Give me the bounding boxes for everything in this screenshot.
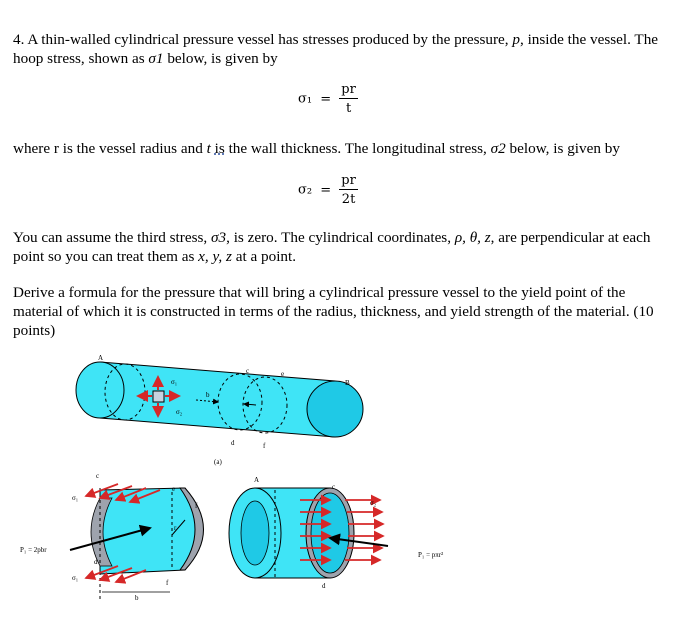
label-p-left: P₁ = 2pbr (20, 546, 47, 554)
label-f3: f (166, 579, 169, 587)
label-sigma-right: σ₂ (370, 499, 377, 507)
cylinder-end-section (229, 488, 388, 578)
label-f2-top: f (195, 502, 198, 510)
problem-paragraph-2: where r is the vessel radius and t is the wall thickness. The longitudinal stress, σ2 below, is given by (13, 140, 620, 157)
problem-paragraph-1: 4. A thin-walled cylindrical pressure vessel has stresses produced by the pressure, p, inside the vessel. The hoop stress, shown as σ1 below, is given by (13, 31, 659, 67)
stress-element (153, 391, 164, 402)
label-c3: c (332, 483, 336, 491)
label-c2: c (96, 472, 100, 480)
label-A: A (98, 354, 104, 362)
hoop-stress-equation: σ₁ = $\frac{pr}{t}$ (298, 82, 356, 116)
label-b: b (206, 391, 210, 399)
label-p-right: P₁ = pπr² (418, 551, 444, 559)
label-sigma-left-bottom: σ₁ (72, 574, 79, 582)
problem-paragraph-3: You can assume the third stress, σ3, is zero. The cylindrical coordinates, ρ, θ, z, are perpendicular at each point so you can treat them as x, y, z at a point. (13, 229, 651, 265)
label-sigma1: σ₁ (171, 378, 178, 386)
label-d: d (231, 439, 235, 447)
label-B: B (345, 379, 350, 387)
caption-a: (a) (214, 458, 222, 466)
label-r: r (174, 524, 177, 532)
pressure-vessel-figure (0, 345, 682, 641)
problem-paragraph-4: Derive a formula for the pressure that will bring a cylindrical pressure vessel to the yield point of the material of which it is constructed in terms of the radius, thickness, and yield strength of the material. (10 points) (13, 284, 654, 339)
label-b2: b (135, 594, 139, 602)
label-sigma2: σ₂ (176, 408, 183, 416)
label-d3: d (322, 582, 326, 590)
label-sigma-left-top: σ₁ (72, 494, 79, 502)
label-e: e (281, 370, 285, 378)
half-cylinder-section (70, 484, 204, 600)
label-c: c (246, 367, 250, 375)
cylinder-a (76, 362, 363, 437)
label-f: f (263, 442, 266, 450)
label-d2: d (94, 558, 98, 566)
label-A2: A (254, 476, 260, 484)
label-e2: e (172, 485, 176, 493)
longitudinal-stress-equation: σ₂ = $\frac{pr}{2t}$ (298, 173, 356, 207)
